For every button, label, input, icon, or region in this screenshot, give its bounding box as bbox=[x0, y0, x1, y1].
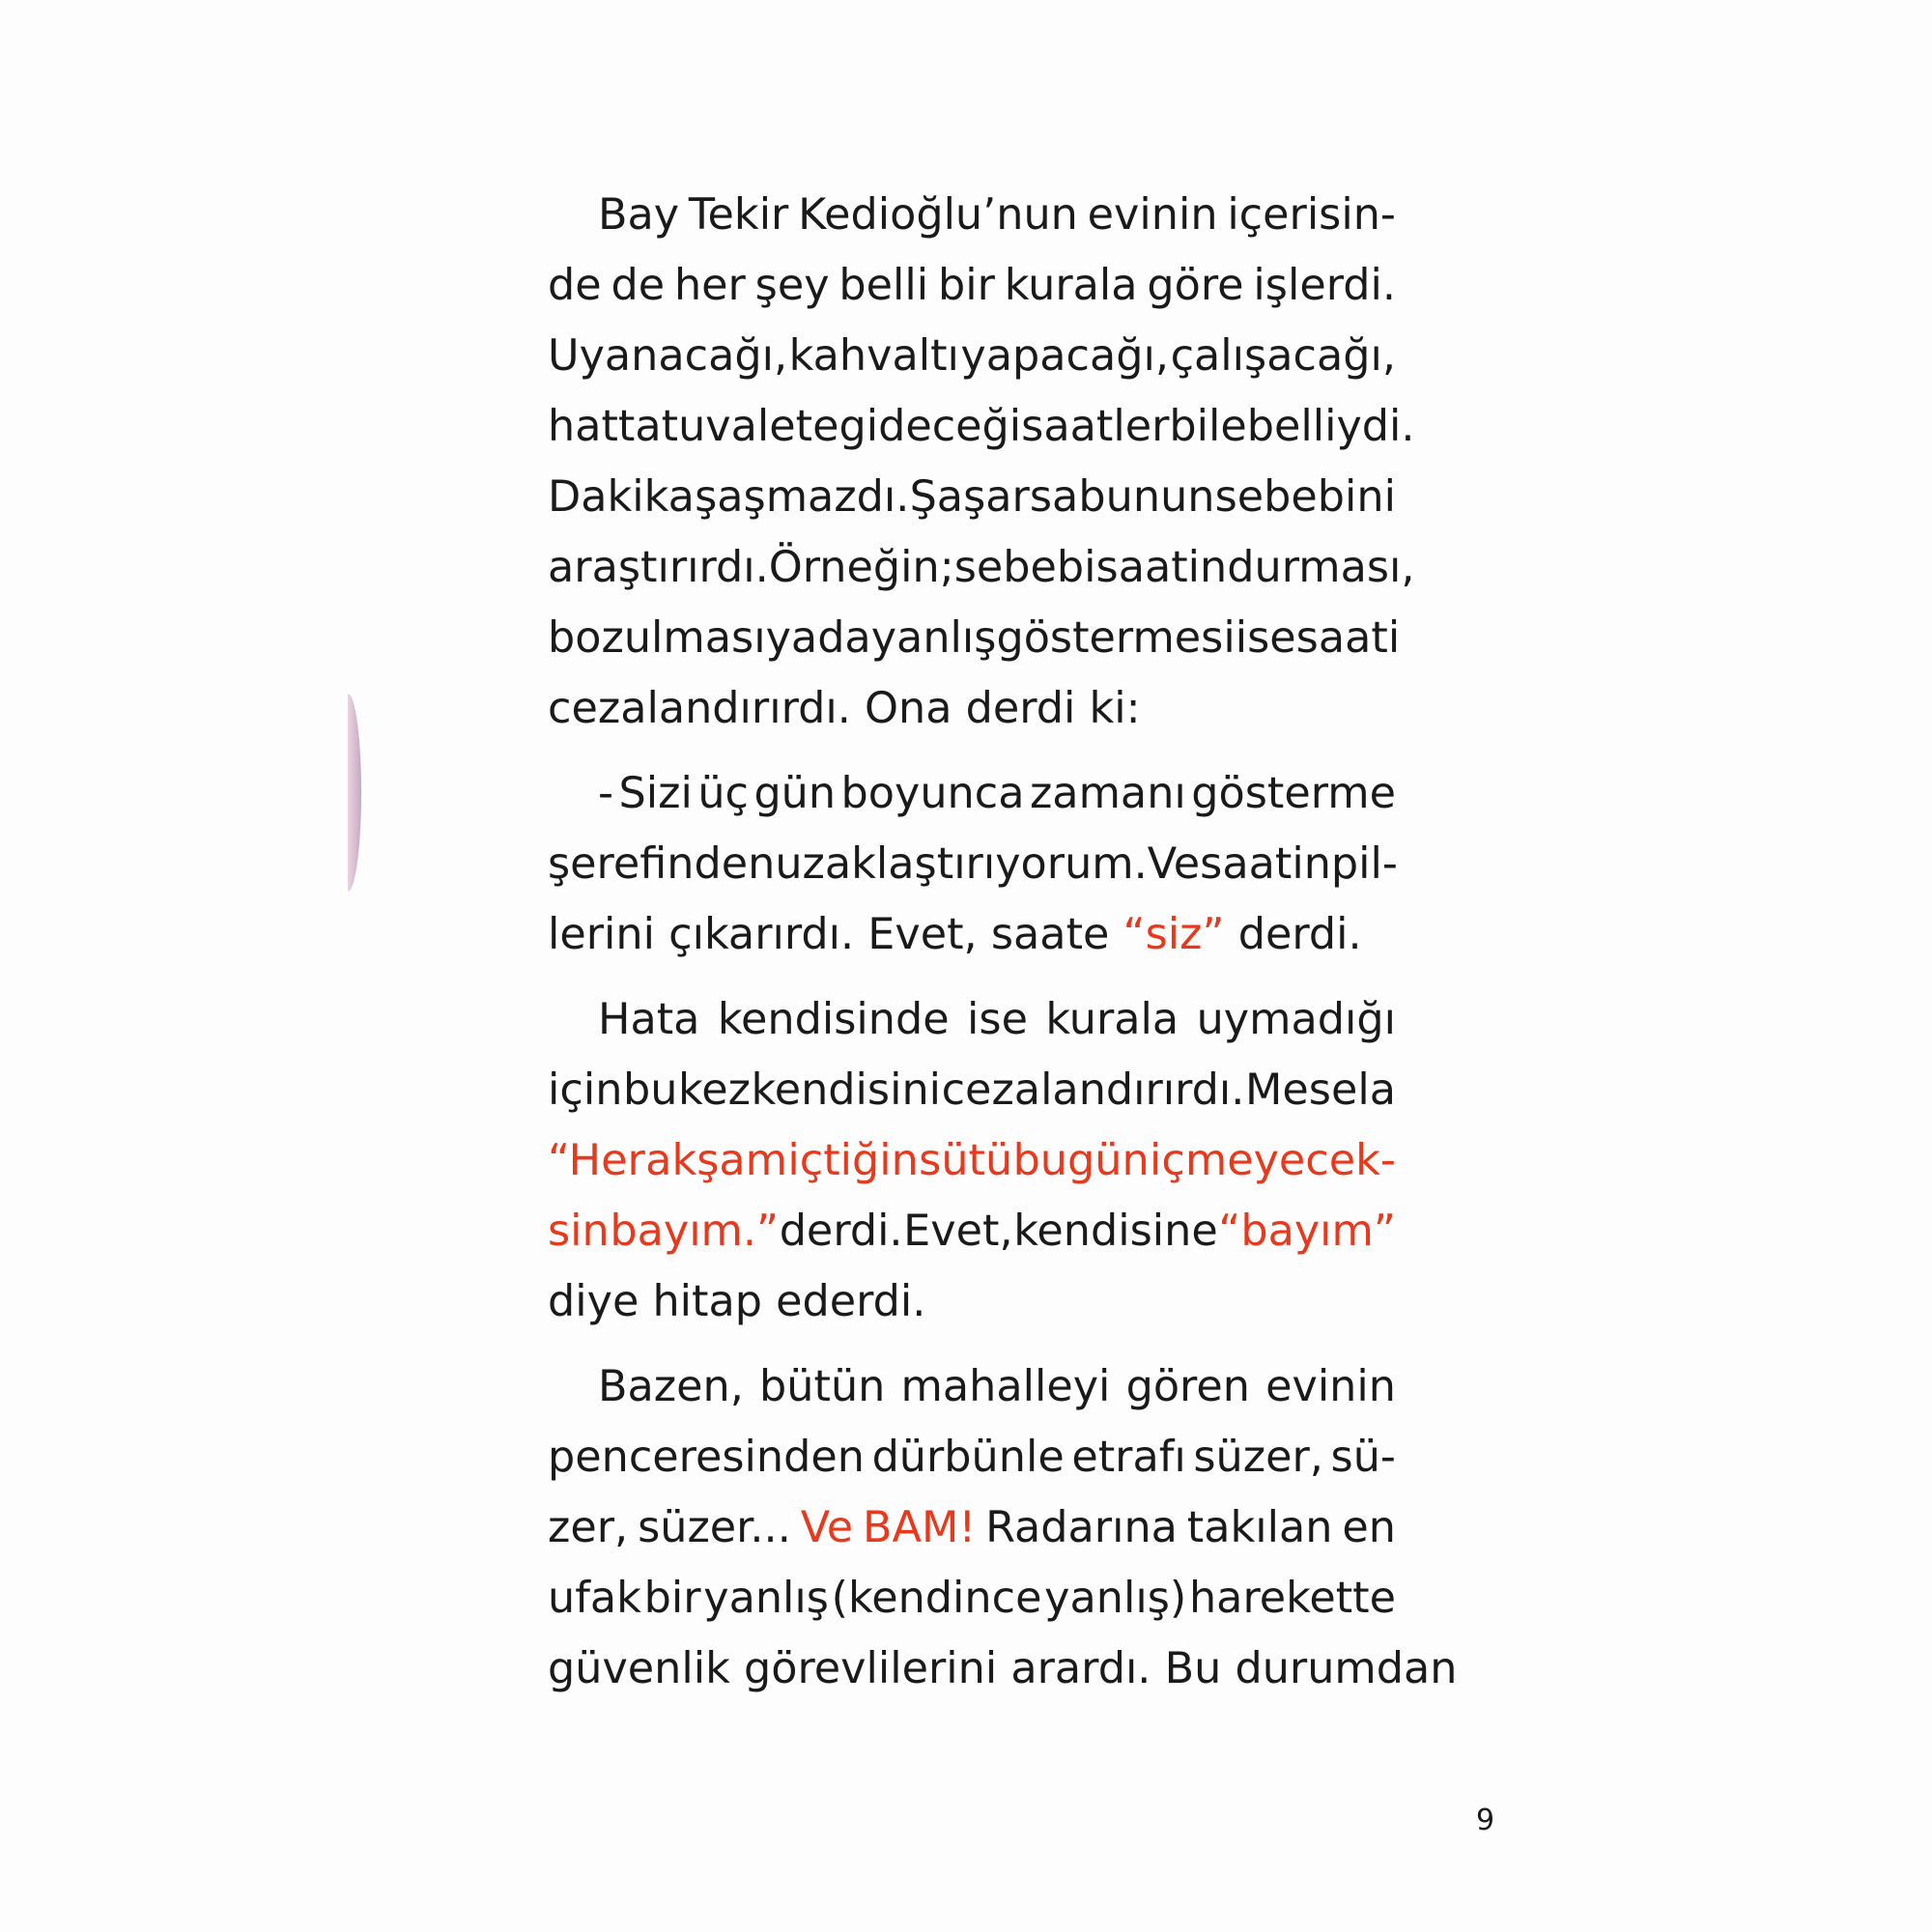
word: ya bbox=[765, 613, 818, 663]
word: Bay bbox=[598, 190, 680, 240]
word: “Her bbox=[548, 1136, 645, 1185]
word: göstermesi bbox=[996, 613, 1236, 663]
word: bayım.” bbox=[610, 1207, 780, 1256]
text-line bbox=[548, 984, 1396, 1055]
text-line bbox=[548, 758, 1396, 829]
word: araştırırdı. bbox=[548, 543, 769, 592]
word: mahalleyi bbox=[900, 1362, 1111, 1411]
word: bütün bbox=[759, 1362, 886, 1411]
word: için bbox=[548, 1065, 623, 1115]
paragraph bbox=[548, 1351, 1458, 1704]
text-line bbox=[548, 1351, 1396, 1422]
word: harekette bbox=[1188, 1574, 1396, 1623]
word: bir bbox=[937, 261, 995, 310]
word: Uyanacağı, bbox=[548, 331, 788, 381]
word: sü- bbox=[1330, 1433, 1396, 1482]
text-line bbox=[548, 1563, 1396, 1634]
word: içerisin- bbox=[1227, 190, 1396, 240]
body-text bbox=[548, 180, 1458, 1719]
word: sebebini bbox=[1214, 472, 1396, 522]
word: Hata bbox=[598, 995, 700, 1044]
word: süzer... bbox=[638, 1503, 791, 1552]
paragraph bbox=[548, 180, 1415, 744]
word: gösterme bbox=[1191, 769, 1396, 818]
word: kendisine bbox=[1013, 1207, 1218, 1256]
text-line bbox=[548, 321, 1396, 391]
word: bugün bbox=[1012, 1136, 1150, 1185]
highlighted-text: “siz” bbox=[1122, 910, 1225, 959]
word: süzer, bbox=[1193, 1433, 1323, 1482]
word: zamanı bbox=[1029, 769, 1186, 818]
word: cezalandırırdı. bbox=[941, 1065, 1245, 1115]
word: takılan bbox=[1186, 1503, 1333, 1552]
word: gören bbox=[1125, 1362, 1250, 1411]
word: Evet, bbox=[903, 1207, 1013, 1256]
word: da bbox=[817, 613, 871, 663]
text-line bbox=[548, 1196, 1396, 1266]
word: şerefinden bbox=[548, 839, 776, 889]
word: Dakika bbox=[548, 472, 695, 522]
text-segment: lerini çıkarırdı. Evet, saate bbox=[548, 910, 1123, 959]
word: yanlış) bbox=[1044, 1574, 1187, 1623]
word: şey bbox=[754, 261, 830, 310]
word: bile bbox=[1169, 402, 1247, 451]
word: akşam bbox=[645, 1136, 788, 1185]
word: kurala bbox=[1004, 261, 1138, 310]
word: BAM! bbox=[862, 1503, 977, 1552]
page-number: 9 bbox=[1476, 1804, 1495, 1837]
text-line bbox=[548, 1634, 1458, 1704]
text-segment: güvenlik görevlilerini arardı. Bu durumdan bbox=[548, 1644, 1458, 1693]
text-line bbox=[548, 1125, 1396, 1196]
word: her bbox=[673, 261, 746, 310]
word: Sizi bbox=[618, 769, 693, 818]
word: Ve bbox=[1147, 839, 1201, 889]
word: saatin bbox=[1200, 839, 1331, 889]
word: hatta bbox=[548, 402, 662, 451]
text-line bbox=[548, 899, 1396, 970]
word: göre bbox=[1147, 261, 1244, 310]
word: (kendince bbox=[831, 1574, 1042, 1623]
word: kahvaltı bbox=[788, 331, 959, 381]
text-line bbox=[548, 462, 1396, 532]
text-segment: diye hitap ederdi. bbox=[548, 1277, 926, 1326]
word: sin bbox=[548, 1207, 610, 1256]
word: saati bbox=[1295, 613, 1401, 663]
paragraph bbox=[548, 984, 1396, 1337]
word: kurala bbox=[1045, 995, 1179, 1044]
word: bozulması bbox=[548, 613, 766, 663]
word: belli bbox=[838, 261, 929, 310]
side-decoration bbox=[348, 694, 361, 892]
word: evinin bbox=[1265, 1362, 1396, 1411]
word: penceresinden bbox=[548, 1433, 865, 1482]
word: Radarına bbox=[985, 1503, 1178, 1552]
word: tuvalete bbox=[661, 402, 839, 451]
word: kez bbox=[678, 1065, 751, 1115]
word: de bbox=[611, 261, 666, 310]
text-line bbox=[548, 180, 1396, 250]
text-line bbox=[548, 1055, 1396, 1125]
word: belliydi. bbox=[1246, 402, 1415, 451]
word: sütü bbox=[919, 1136, 1013, 1185]
word: - bbox=[598, 769, 614, 818]
word: Ve bbox=[800, 1503, 854, 1552]
word: etrafı bbox=[1071, 1433, 1186, 1482]
word: içmeyecek- bbox=[1150, 1136, 1396, 1185]
word: ufak bbox=[548, 1574, 641, 1623]
word: durması, bbox=[1227, 543, 1415, 592]
word: zer, bbox=[548, 1503, 629, 1552]
word: gün bbox=[753, 769, 837, 818]
word: saatler bbox=[1021, 402, 1170, 451]
word: uymadığı bbox=[1196, 995, 1396, 1044]
text-line bbox=[548, 1266, 1396, 1337]
text-line bbox=[548, 1422, 1396, 1492]
word: bir bbox=[643, 1574, 701, 1623]
word: Kedioğlu’nun bbox=[798, 190, 1078, 240]
word: uzaklaştırıyorum. bbox=[775, 839, 1148, 889]
word: işlerdi. bbox=[1253, 261, 1396, 310]
text-line bbox=[548, 1492, 1396, 1563]
word: boyunca bbox=[840, 769, 1025, 818]
word: dürbünle bbox=[871, 1433, 1065, 1482]
text-line bbox=[548, 829, 1396, 899]
word: bu bbox=[622, 1065, 678, 1115]
word: bunun bbox=[1078, 472, 1215, 522]
word: Örneğin; bbox=[768, 543, 954, 592]
word: çalışacağı, bbox=[1170, 331, 1396, 381]
word: Mesela bbox=[1245, 1065, 1396, 1115]
word: Tekir bbox=[688, 190, 789, 240]
word: kendisini bbox=[751, 1065, 942, 1115]
text-segment: cezalandırırdı. Ona derdi ki: bbox=[548, 684, 1141, 733]
text-segment: derdi. bbox=[1224, 910, 1362, 959]
word: pil- bbox=[1330, 839, 1398, 889]
word: üç bbox=[697, 769, 749, 818]
word: ise bbox=[1235, 613, 1296, 663]
text-line bbox=[548, 603, 1401, 673]
word: gideceği bbox=[838, 402, 1022, 451]
word: yapacağı, bbox=[960, 331, 1170, 381]
word: şaşmazdı. bbox=[695, 472, 910, 522]
word: yanlış bbox=[703, 1574, 829, 1623]
word: “bayım” bbox=[1218, 1207, 1396, 1256]
word: derdi. bbox=[779, 1207, 903, 1256]
word: içtiğin bbox=[787, 1136, 919, 1185]
word: yanlış bbox=[870, 613, 997, 663]
text-line bbox=[548, 673, 1396, 744]
word: Bazen, bbox=[598, 1362, 744, 1411]
paragraph bbox=[548, 758, 1396, 970]
text-line bbox=[548, 532, 1415, 603]
word: sebebi bbox=[953, 543, 1096, 592]
word: ise bbox=[967, 995, 1028, 1044]
word: de bbox=[548, 261, 602, 310]
text-line bbox=[548, 391, 1415, 462]
word: saatin bbox=[1095, 543, 1228, 592]
word: Şaşarsa bbox=[909, 472, 1079, 522]
text-line bbox=[548, 250, 1396, 321]
word: evinin bbox=[1087, 190, 1218, 240]
word: kendisinde bbox=[717, 995, 950, 1044]
word: en bbox=[1342, 1503, 1396, 1552]
